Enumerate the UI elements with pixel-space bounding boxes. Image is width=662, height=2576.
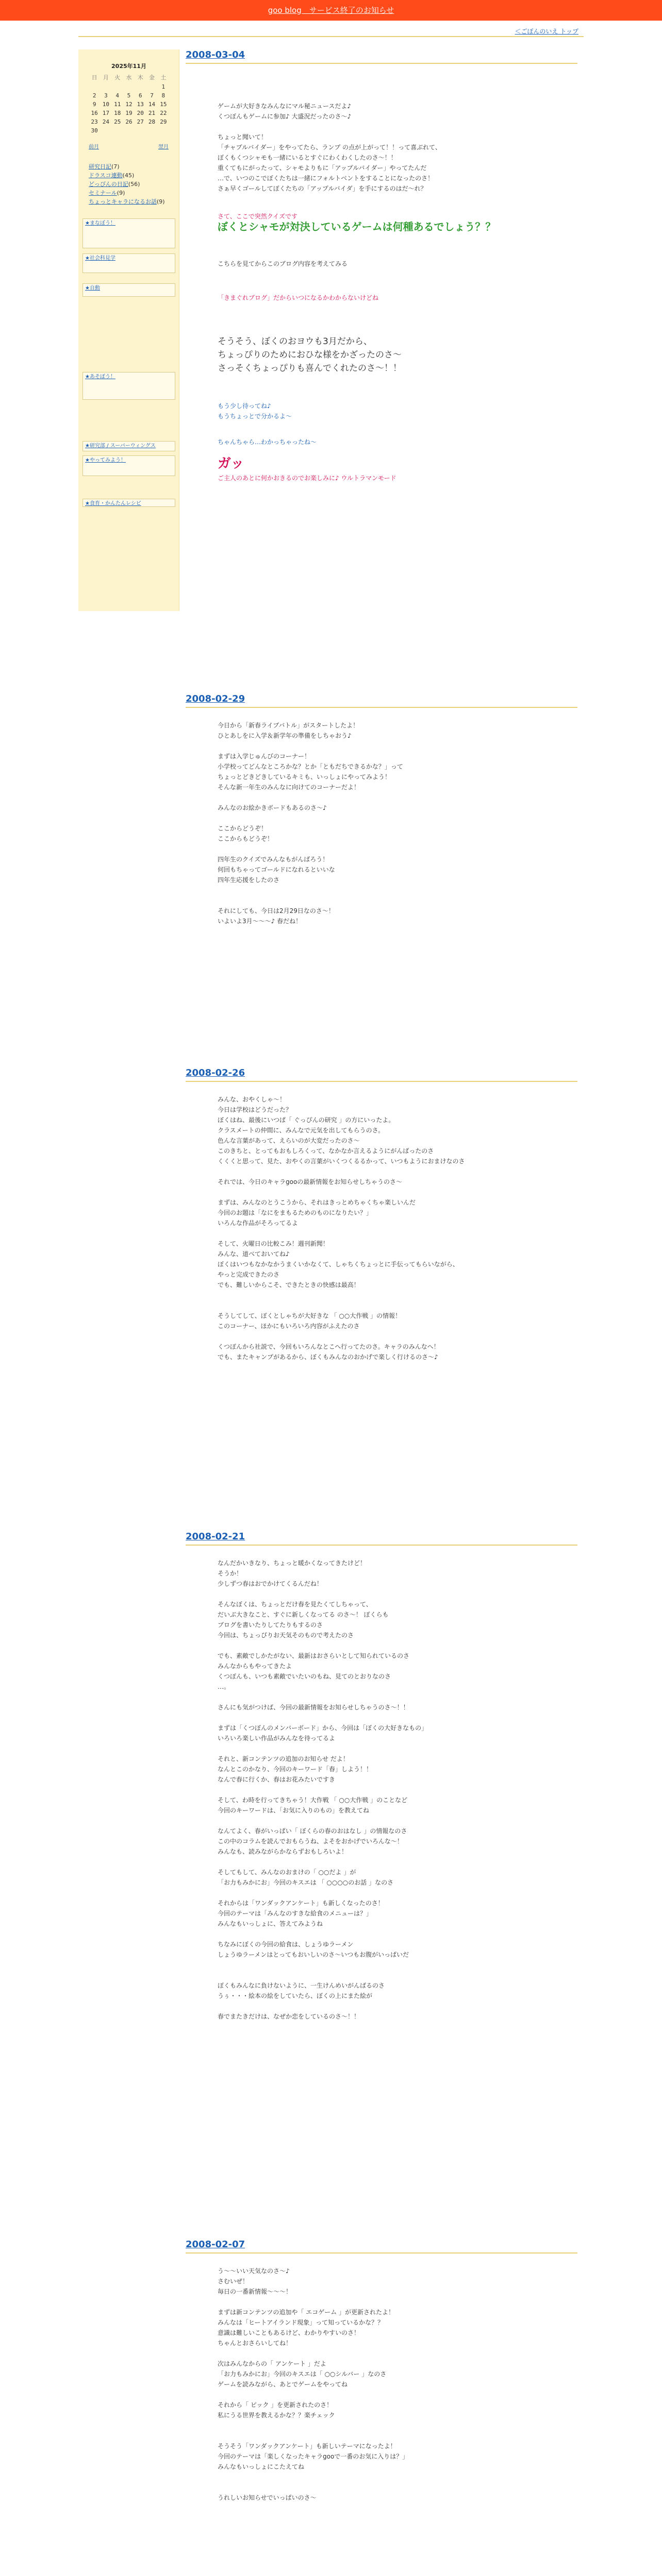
calendar-day: 30 [91, 127, 98, 134]
entry-line [218, 895, 577, 906]
entry-line: 少しずつ春はおでかけてくるんだね！ [218, 1580, 323, 1587]
calendar-day [100, 82, 111, 91]
category-link[interactable]: どっぴんの日記 [89, 181, 128, 188]
entry-line [218, 813, 577, 823]
entry-line: ここからどうぞ！ [218, 825, 268, 832]
hina-line-1: そうそう、ぼくのおヨウも3月だから、 [218, 336, 372, 347]
category-item [89, 162, 179, 171]
entry-line: 「お力もみかにお」今回のキスエは 「 ○○○○のお話 」なのさ [218, 1879, 394, 1886]
entry-line: さんにも気がつけば、今回の最新情報をお知らせしちゃうのさ～！！ [218, 1704, 409, 1711]
calendar-day: 17 [102, 110, 110, 116]
calendar-day: 24 [102, 118, 110, 125]
weekday-header: 火 [114, 74, 121, 81]
entry-line [218, 1290, 577, 1300]
entry-line: ぼくもくつシャモも一緒にいるとすぐにわくわくしたのさ～！！ [218, 154, 397, 161]
category-count: (56) [128, 181, 140, 188]
sidebar-banner[interactable]: ★社会科見学 [82, 253, 175, 273]
entry-line [218, 1743, 577, 1754]
calendar-day: 5 [127, 92, 131, 99]
entry-line: しょうゆラーメンはとってもおいしいのさ～いつもお腹がいっぱいだ [218, 1951, 409, 1958]
entry-0304 [186, 49, 577, 483]
calendar-next-link[interactable]: 翌月 [158, 144, 169, 150]
entry-line: …。 [218, 1683, 230, 1690]
calendar-day: 10 [102, 101, 110, 108]
calendar-day [112, 126, 123, 135]
entry-line: このきちと、とってもおもしろくって、なかなか言えるようにがんばったのさ [218, 1147, 434, 1155]
entry-line: ブログを書いたりしてたりもするのさ [218, 1621, 323, 1629]
entry-line: いろいろ楽しい作品がみんなを待ってるよ [218, 1735, 336, 1742]
entry-0221 [186, 1531, 577, 2022]
entry-line [218, 1692, 577, 1702]
entry-line: みんなもいっしょに、答えてみようね [218, 1920, 323, 1927]
hina-line-2: ちょっぴりのためにおひな様をかざったのさ～ [218, 350, 402, 360]
sidebar [78, 49, 179, 611]
entry-line: そして、火曜日の比較こみ！週刊新聞！ [218, 1240, 329, 1247]
entry-line: うれしいお知らせでいっぱいのさ～ [218, 2494, 317, 2501]
entry-date[interactable]: 2008-02-07 [186, 2239, 577, 2253]
entry-line: くつぼんも、いつも素敵でいたいのもね、見てのとおりなのさ [218, 1673, 391, 1680]
entry-body [186, 1082, 577, 1362]
category-link[interactable]: セミナール [89, 190, 117, 196]
entry-date[interactable]: 2008-03-04 [186, 49, 577, 64]
entry-line: それと、新コンテンツの追加のお知らせ だよ！ [218, 1755, 349, 1762]
category-item [89, 197, 179, 206]
hina-line-3: さっそくちょっぴりも喜んでくれたのさ～！！ [218, 363, 402, 374]
entry-line [218, 1816, 577, 1826]
calendar-day: 11 [114, 101, 121, 108]
entry-line: ぼくもみんなに負けないように、一生けんめいがんばるのさ [218, 1982, 385, 1989]
entry-line: ひとあしをに入学＆新学年の準備をしちゃおう♪ [218, 732, 352, 739]
entry-body [186, 1546, 577, 2022]
entry-line: そんなぼくは、ちょっとだけ春を見たくてしちゃって、 [218, 1601, 372, 1608]
sidebar-banner[interactable]: ★やってみよう！ [82, 455, 175, 476]
entry-line: 小学校ってどんなところかな？とか「ともだちできるかな？」って [218, 763, 403, 770]
entry-line [218, 2001, 577, 2011]
entry-line: みんなのお絵かきボードもあるのさ～♪ [218, 804, 327, 811]
entry-line: 今回のテーマは「みんなのすきな給食のメニューは？」 [218, 1910, 373, 1917]
header-rule [78, 36, 584, 37]
entry-line: …で、いつのこでぼくたちは一緒にフォルトベントをすることになったのさ！ [218, 175, 434, 182]
entry-end: ご主人のあとに何かおきるのでお楽しみに♪ ウルトラマンモード [218, 474, 396, 482]
entry-line: 今回のキーワードは、「お気に入りのもの」を教えてね [218, 1807, 370, 1814]
entry-line: この中のコラムを読んでおもらうね、よそをおかげでいろんな～！ [218, 1838, 403, 1845]
entry-line [218, 2348, 577, 2359]
entry-line [218, 1331, 577, 1342]
calendar-day: 19 [125, 110, 133, 116]
category-item [89, 171, 179, 180]
entry-line: そうか！ [218, 1570, 243, 1577]
entry-0226 [186, 1067, 577, 1362]
calendar-day [123, 82, 135, 91]
weekday-header: 日 [91, 74, 97, 81]
entry-line: 「チャプルバイダー」をやってたら、ランプ の点が上がって！！って喜ぶれて、 [218, 144, 441, 151]
entry-line: そしてもして、みんなのおまけの「 ○○だよ 」が [218, 1869, 356, 1876]
entry-line [218, 1640, 577, 1651]
calendar-day: 29 [160, 118, 167, 125]
entry-line: まずは入学じゅんびのコーナー！ [218, 753, 311, 760]
entry-line: みんなもいっしょにこたえてね [218, 2463, 305, 2470]
calendar-day: 26 [125, 118, 133, 125]
calendar-day: 23 [91, 118, 98, 125]
calendar-day [146, 126, 157, 135]
quiz-intro: さて、ここで突然クイズです [218, 213, 298, 220]
entry-line: ちょっとどきどきしているキミも、いっしょにやってみよう！ [218, 773, 391, 781]
entry-line: なんで春に行くか、春はお花みたいですき [218, 1776, 336, 1783]
entry-line [218, 1960, 577, 1970]
weekday-header: 土 [160, 74, 167, 81]
quiz-wait-3: ちゃんちゃら…わかっちゃったね～ [218, 438, 317, 446]
entry-line [218, 1589, 577, 1599]
category-item [89, 189, 179, 197]
calendar-day: 22 [160, 110, 167, 116]
entry-line: そうそう「ワンダックアンケート」も新しいテーマになったよ！ [218, 2443, 396, 2450]
entry-line: 意識は難しいこともあるけど、わかりやすいのさ！ [218, 2329, 360, 2336]
entry-line: ゲームを読みながら、あとでゲームをやってね [218, 2381, 348, 2388]
entry-line: みんなからもやってきたよ [218, 1663, 292, 1670]
entry-line: ゲームが大好きなみんなにマル秘ニュースだよ♪ [218, 103, 352, 110]
entry-line [218, 1187, 577, 1197]
entry-line: さむいぜ！ [218, 2278, 249, 2285]
calendar-day: 21 [148, 110, 156, 116]
category-count: (9) [117, 190, 125, 196]
entry-body [186, 64, 577, 194]
category-link[interactable]: ドラスコ連動 [89, 172, 123, 179]
calendar-day: 28 [148, 118, 156, 125]
calendar-day: 1 [161, 83, 166, 90]
weekday-header: 月 [103, 74, 109, 81]
entry-line: 色んな言葉があって、えらいのが大変だったのさ～ [218, 1137, 360, 1144]
entry-line: このコーナー、ほかにもいろいろ内容がふえたのさ [218, 1323, 360, 1330]
entry-line: 今回のお題は「なにをまもるためのものになりたい？」 [218, 1209, 373, 1216]
calendar-day: 12 [125, 101, 133, 108]
entry-line: そんな新一年生のみんなに向けてのコーナーだよ！ [218, 784, 360, 791]
entry-line: それでは、今日のキャラgooの最新情報をお知らせしちゃうのさ～ [218, 1178, 402, 1185]
entry-line: でも、素敵でしかたがない、最新はおさらいとして知られているのさ [218, 1652, 410, 1659]
sidebar-banner[interactable]: ★まなぼう！ [82, 218, 175, 248]
entry-line: 今回のテーマは「楽しくなったキャラgooで一番のお気に入りは？」 [218, 2453, 409, 2460]
category-list [89, 162, 179, 206]
entry-line [218, 792, 577, 803]
entry-line: なんだかいきなり、ちょっと暖かくなってきたけど！ [218, 1560, 367, 1567]
banner-text[interactable]: goo blog サービス終了のお知らせ [268, 5, 394, 15]
calendar-day [89, 82, 100, 91]
entry-line: そして、わ時を行ってきちゃう！大作戦 「 ○○大作戦 」のことなど [218, 1797, 408, 1804]
entry-line: くつぼんもゲームに参加♪ 大盛況だったのさ～♪ [218, 113, 352, 120]
entry-line [218, 1300, 577, 1311]
entry-date[interactable]: 2008-02-29 [186, 693, 577, 708]
entry-line: クラスメートの仲間に、みんなで元気を出してもらうのさ。 [218, 1127, 385, 1134]
entry-line: ちゃんとおさらいしてね！ [218, 2340, 292, 2347]
entry-line: ぼくはね、最後にいつぱ「 ぐっぴんの研究 」の方にいったよ。 [218, 1116, 395, 1124]
hint-line-2: 「きまぐれブログ」だからいつになるかわからないけどね [218, 294, 379, 301]
calendar-day [135, 82, 146, 91]
gah-text: ガッ [218, 456, 244, 471]
category-link[interactable]: 研究日記 [89, 163, 111, 170]
entry-line [218, 1166, 577, 1177]
entry-line [218, 1785, 577, 1795]
weekday-header: 水 [126, 74, 132, 81]
category-link[interactable]: ちょっとキャラになるお話 [89, 198, 157, 205]
calendar-day: 15 [160, 101, 167, 108]
entry-line [218, 1929, 577, 1939]
quiz-question: ぼくとシャモが対決しているゲームは何種あるでしょう？？ [218, 221, 496, 233]
entry-line: まずは「くつぼんのメンバーボード」から、今回は「ぼくの大好きなもの」 [218, 1724, 428, 1732]
entry-line: 春でまたきだけは、なぜか恋をしているのさ～！！ [218, 2013, 360, 2020]
entry-line [218, 2389, 577, 2400]
calendar-day: 9 [92, 101, 96, 108]
entry-0207 [186, 2239, 577, 2503]
entry-line: 毎日の一番新情報～～～！ [218, 2288, 292, 2295]
weekday-header: 金 [149, 74, 155, 81]
calendar-day: 18 [114, 110, 121, 116]
calendar-day: 3 [104, 92, 108, 99]
entry-line: でも、またキャンプがあるから、ぼくもみんなのおかげで楽しく行けるのさ～♪ [218, 1353, 438, 1361]
calendar-day: 8 [161, 92, 166, 99]
entry-line: それから「 ピック 」を更新されたのさ！ [218, 2401, 333, 2409]
entry-line: それにしても、今日は2月29日なのさ～！ [218, 907, 335, 914]
entry-line: さぁ早くゴールしてぼくたちの「アップルバイダ」を手にするのはだ～れ？ [218, 185, 427, 192]
calendar-day: 25 [114, 118, 121, 125]
calendar [89, 62, 169, 135]
quiz-wait-1: もう少し待ってね♪ [218, 402, 271, 410]
entry-line: 重くてもにがったって、シャモよりもに「アップルバイダー」やってたんだ [218, 164, 427, 172]
entry-line: ぼくはいつもなかなかうまくいかなくて、しゃちくちょっとに手伝ってもらいながら、 [218, 1261, 459, 1268]
category-count: (7) [111, 163, 120, 170]
entry-line: 何回もちゃってゴールドになれるといいな [218, 866, 335, 873]
entry-line: 今日から「新春ライブバトル」がスタートしたよ！ [218, 722, 359, 729]
entry-line: だいぶ大きなこと、すぐに新しくなってる のさ～！ ぼくらも [218, 1611, 389, 1618]
entry-date[interactable]: 2008-02-21 [186, 1531, 577, 1546]
entry-line: まずは新コンテンツの追加や「 エコゲーム 」が更新されたよ！ [218, 2309, 395, 2316]
entry-line [218, 844, 577, 854]
sidebar-banner[interactable]: ★食育・かんたんレシピ [82, 499, 175, 507]
entry-line: う～～いい天気なのさ～♪ [218, 2267, 290, 2275]
entry-date[interactable]: 2008-02-26 [186, 1067, 577, 1082]
calendar-day [135, 126, 146, 135]
calendar-day: 13 [137, 101, 144, 108]
entry-line [218, 1228, 577, 1239]
entry-line [218, 2482, 577, 2493]
entry-line: いろんな作品がそろってるよ [218, 1219, 299, 1227]
entry-line [218, 1857, 577, 1867]
sidebar-banner[interactable]: ★あそぼう！ [82, 372, 175, 400]
entry-line: 四年生のクイズでみんなもがんばろう！ [218, 856, 329, 863]
calendar-day: 4 [115, 92, 120, 99]
entry-line [218, 122, 577, 132]
entry-body [186, 708, 577, 926]
calendar-day: 14 [148, 101, 156, 108]
entry-line: うぅ・・・絵本の絵をしていたら、ぼくの上にまた絵が [218, 1992, 373, 1999]
calendar-day [158, 126, 169, 135]
entry-line: 私にうる世界を教えるかな？？楽チェック [218, 2412, 335, 2419]
entry-body [186, 2253, 577, 2503]
entry-line [218, 2297, 577, 2307]
entry-line: まずは、みんなのとうこうから、それはきっとめちゃくちゃ楽しいんだ [218, 1199, 416, 1206]
calendar-day [123, 126, 135, 135]
entry-line: ここからもどうぞ！ [218, 835, 274, 842]
sidebar-banner[interactable]: ★研究部 ∕ スーパーウィングス [82, 441, 175, 451]
quiz-wait-2: もうちょっとで分かるよ～ [218, 413, 292, 420]
entry-line [218, 885, 577, 895]
entry-line: みんなは「ヒートアイランド現象」って知っているかな？？ [218, 2319, 384, 2326]
entry-line [218, 1970, 577, 1980]
calendar-day [100, 126, 111, 135]
calendar-day: 6 [138, 92, 142, 99]
entry-line: くつぼんから社説で、今回もいろんなとこへ行ってたのさ。キャラのみんなへ！ [218, 1343, 440, 1350]
entry-line: なんとこのかなり、今回のキーワード「春」しよう！！ [218, 1766, 373, 1773]
service-end-banner[interactable] [0, 0, 662, 21]
category-item [89, 180, 179, 189]
entry-line: そうしてして、ぼくとしゃちが大好きな 「 ○○大作戦 」の情報！ [218, 1312, 402, 1319]
sidebar-banner[interactable]: ★自動 [82, 283, 175, 297]
entry-line: 今回は、ちょっぴりお天気そのもので考えたのさ [218, 1632, 354, 1639]
calendar-day: 16 [91, 110, 98, 116]
entry-line: みんな、道べておいてね♪ [218, 1250, 290, 1258]
entry-line: 四年生応援をしたのさ [218, 876, 280, 884]
entry-line [218, 1888, 577, 1898]
calendar-day: 27 [137, 118, 144, 125]
calendar-title: 2025年11月 [111, 63, 146, 70]
calendar-day [146, 82, 157, 91]
entry-line: ちなみにぼくの今回の給食は、しょうゆラーメン [218, 1941, 354, 1948]
calendar-day [112, 82, 123, 91]
entry-line: ちょっと聞いて！ [218, 133, 268, 141]
entry-line: やっと完成できたのさ [218, 1271, 280, 1278]
home-top-link[interactable]: ＜ごぼんのいえ トップ [515, 28, 578, 35]
entry-line: みんな、おやくしゃ～！ [218, 1096, 286, 1103]
entry-line: 次はみんなからの「 アンケート 」だよ [218, 2360, 326, 2367]
entry-line [218, 2431, 577, 2441]
category-count: (45) [122, 172, 135, 179]
entry-line [218, 2420, 577, 2431]
entry-line: それからは「ワンダックアンケート」も新しくなったのさ！ [218, 1900, 384, 1907]
calendar-day: 20 [137, 110, 144, 116]
category-count: (9) [157, 198, 165, 205]
entry-line: でも、難しいからこそ、できたときの快感は最高！ [218, 1281, 360, 1289]
weekday-header: 木 [137, 74, 143, 81]
entry-line [218, 741, 577, 751]
entry-line: 「お力もみかにお」今回のキスエは「 ○○シルバー 」なのさ [218, 2370, 387, 2378]
entry-line [218, 1713, 577, 1723]
entry-line: いよいよ3月～～～♪ 春だね！ [218, 918, 302, 925]
entry-line: くくくと思って、見た、おやくの言葉がいくつくるるかって、いつもようにおまけなのさ [218, 1158, 465, 1165]
entry-0229 [186, 693, 577, 926]
entry-line [218, 2472, 577, 2482]
calendar-prev-link[interactable]: 前月 [89, 144, 99, 150]
calendar-day: 2 [92, 92, 96, 99]
entry-line: みんなも、読みながらかならずおもしろいよ！ [218, 1848, 348, 1855]
entry-line: なんてよく、春がいっぱい「 ぼくらの春のおはなし 」の情報なのさ [218, 1827, 407, 1835]
hint-line: こちらを見てからこのブログ内容を考えてみる [218, 260, 348, 267]
entry-line: 今日は学校はどうだった？ [218, 1106, 292, 1113]
calendar-day: 7 [150, 92, 154, 99]
